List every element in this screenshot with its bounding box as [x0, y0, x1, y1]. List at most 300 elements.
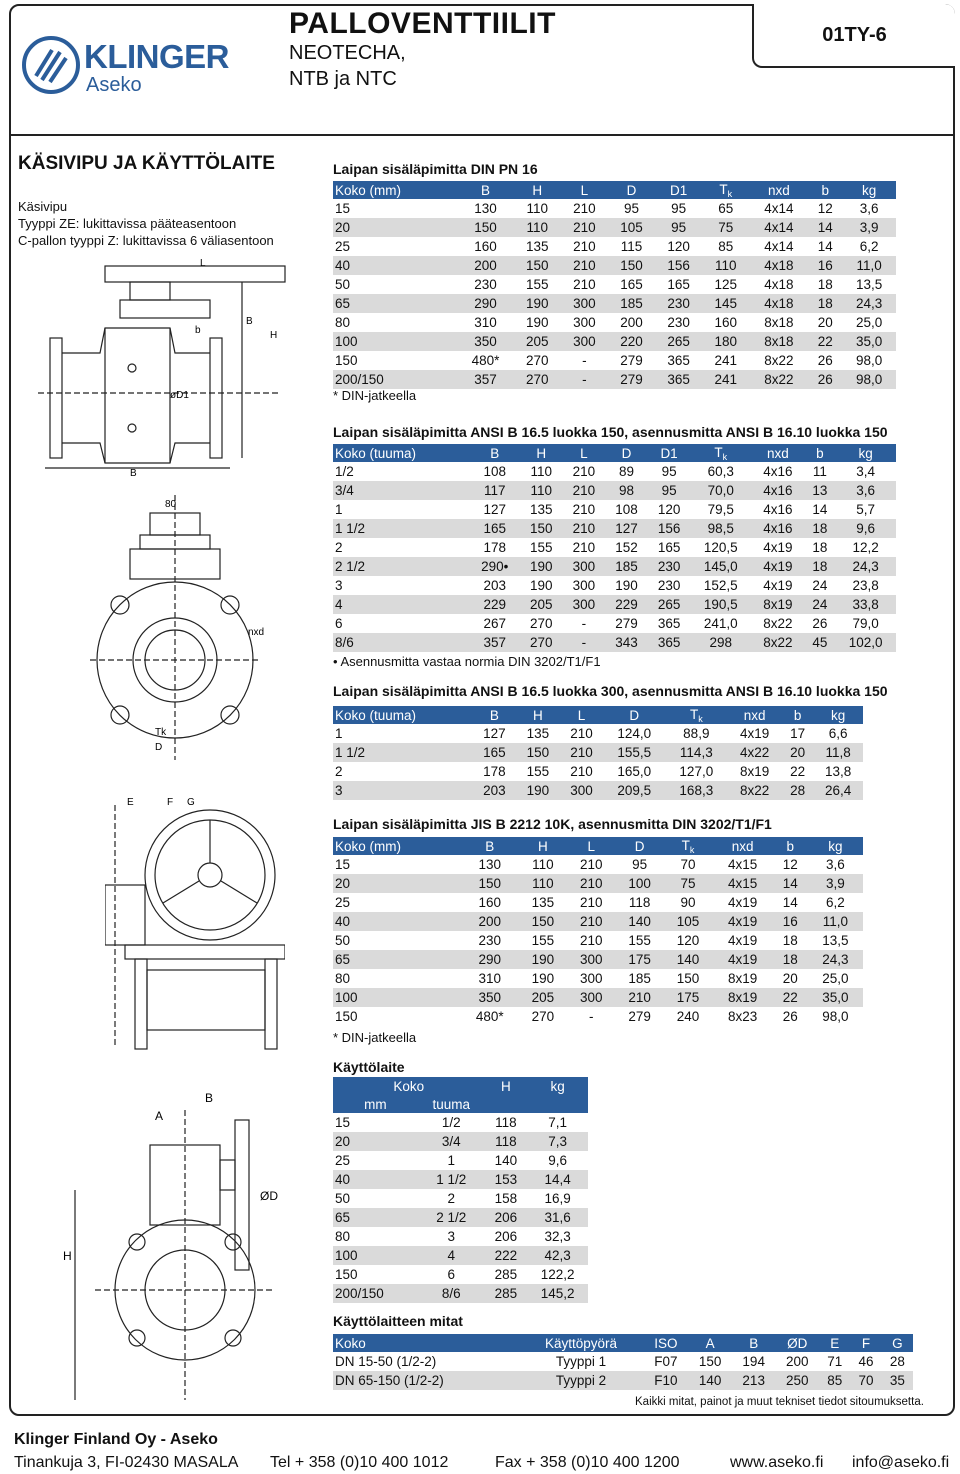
- table-cell: 6: [335, 616, 343, 631]
- table-row: [333, 1170, 588, 1189]
- table-cell: 4x19: [763, 578, 793, 593]
- column-header: D: [605, 444, 648, 462]
- column-header: $T_k$: [690, 444, 751, 462]
- table-cell: 350: [457, 332, 513, 351]
- table-cell: Tyyppi 1: [555, 1354, 607, 1369]
- table-cell: 98,5: [690, 519, 751, 538]
- table-cell: 480*: [471, 353, 500, 368]
- table-cell: 80: [335, 315, 351, 330]
- drawing-label-E: E: [127, 797, 134, 808]
- column-header: Koko: [333, 1334, 518, 1352]
- table-cell: 88,9: [683, 726, 710, 741]
- table-cell: 118: [485, 1132, 528, 1151]
- table-cell: 150: [335, 353, 358, 368]
- table-cell: 267: [483, 616, 507, 631]
- table-row: [333, 762, 863, 781]
- table-cell: 7,3: [527, 1132, 588, 1151]
- table-cell: 241: [702, 370, 749, 389]
- column-header: Koko (mm): [333, 181, 457, 199]
- table-row: [333, 1208, 588, 1227]
- table-cell: 357: [457, 370, 513, 389]
- table-cell: 210: [580, 857, 603, 872]
- table-cell: 3/4: [418, 1132, 485, 1151]
- table-cell: 1: [335, 502, 343, 517]
- table-cell: 4x19: [740, 726, 770, 741]
- actuator-caption: Käyttölaite: [333, 1059, 405, 1075]
- table-cell: 26: [808, 370, 842, 389]
- table-cell: 8x22: [763, 616, 793, 631]
- table-cell: 18: [773, 950, 808, 969]
- table-cell: 28: [782, 781, 813, 800]
- table-cell: 270: [529, 616, 553, 631]
- table-cell: 210: [615, 988, 663, 1007]
- table-cell: 45: [805, 633, 836, 652]
- din-note: * DIN-jatkeella: [333, 388, 417, 403]
- din-caption: Laipan sisäläpimitta DIN PN 16: [333, 161, 538, 177]
- actuator-dims-caption: Käyttölaitteen mitat: [333, 1313, 463, 1329]
- table-cell: 24,3: [835, 557, 896, 576]
- table-cell: 300: [561, 294, 608, 313]
- column-header: ØD: [776, 1334, 820, 1352]
- table-cell: 150: [608, 256, 655, 275]
- table-cell: 110: [519, 874, 567, 893]
- drawing-label-H-actuator: H: [63, 1249, 72, 1263]
- table-cell: 210: [570, 764, 593, 779]
- table-cell: 8x22: [764, 353, 794, 368]
- table-cell: 24: [805, 595, 836, 614]
- table-cell: 70: [850, 1371, 881, 1390]
- footer-web-link[interactable]: www.aseko.fi: [730, 1454, 824, 1471]
- jis-note: * DIN-jatkeella: [333, 1030, 417, 1045]
- table-cell: 18: [805, 557, 836, 576]
- table-cell: 279: [620, 353, 643, 368]
- table-cell: 145,0: [690, 557, 751, 576]
- table-cell: 270: [520, 633, 563, 652]
- table-cell: 175: [664, 988, 712, 1007]
- table-cell: 100: [333, 988, 461, 1007]
- column-header: b: [782, 706, 813, 724]
- table-cell: 155: [531, 933, 555, 948]
- table-cell: 270: [531, 1009, 555, 1024]
- table-cell: 250: [776, 1371, 820, 1390]
- table-row: [333, 576, 896, 595]
- column-subheader: tuuma: [418, 1095, 485, 1113]
- table-row: [333, 557, 896, 576]
- table-cell: 50: [335, 1191, 351, 1206]
- table-cell: 120,5: [703, 540, 738, 555]
- table-cell: 117: [470, 481, 520, 500]
- table-cell: 4x19: [727, 933, 758, 948]
- table-cell: 1 1/2: [333, 519, 470, 538]
- table-cell: 158: [494, 1191, 518, 1206]
- table-cell: 25: [335, 1153, 351, 1168]
- table-cell: 20: [333, 218, 457, 237]
- table-cell: 190,5: [690, 595, 751, 614]
- column-header: nxd: [749, 181, 808, 199]
- table-cell: 145,2: [527, 1284, 588, 1303]
- table-cell: 9,6: [548, 1153, 567, 1168]
- drawing-label-80: 80: [165, 499, 177, 510]
- table-cell: 70,0: [690, 481, 751, 500]
- table-cell: 310: [478, 971, 501, 986]
- table-cell: 24,3: [842, 294, 896, 313]
- drawing-label-B-bottom: B: [130, 468, 137, 479]
- table-cell: 165: [473, 743, 517, 762]
- table-cell: 4x15: [727, 857, 758, 872]
- table-cell: 18: [808, 294, 842, 313]
- table-cell: 22: [808, 332, 842, 351]
- table-cell: 180: [702, 332, 749, 351]
- column-header: $T_k$: [702, 181, 749, 199]
- header-row: [333, 1334, 913, 1352]
- column-header: D: [615, 837, 663, 855]
- table-cell: 1/2: [441, 1115, 461, 1130]
- table-cell: 79,5: [707, 502, 734, 517]
- drawing-label-B-actuator: B: [205, 1091, 214, 1105]
- table-cell: 85: [718, 239, 734, 254]
- table-cell: 71: [827, 1354, 843, 1369]
- table-cell: 33,8: [835, 595, 896, 614]
- table-cell: 7,1: [548, 1115, 567, 1130]
- table-cell: 120: [676, 933, 700, 948]
- header-row: [333, 837, 863, 855]
- table-row: [333, 988, 863, 1007]
- logo-sub-text: Aseko: [86, 74, 142, 96]
- table-cell: 3: [335, 578, 343, 593]
- footer-tel: Tel + 358 (0)10 400 1012: [270, 1454, 449, 1471]
- table-cell: 108: [615, 502, 638, 517]
- column-header: B: [732, 1334, 776, 1352]
- ansi150-note: • Asennusmitta vastaa normia DIN 3202/T1/F1: [333, 654, 601, 669]
- column-header: b: [808, 181, 842, 199]
- table-row: [333, 595, 896, 614]
- table-cell: 210: [572, 464, 596, 479]
- table-cell: 26: [812, 616, 828, 631]
- table-cell: 90: [680, 895, 696, 910]
- table-cell: 150: [457, 218, 513, 237]
- table-cell: -: [561, 370, 608, 389]
- ansi150-caption: Laipan sisäläpimitta ANSI B 16.5 luokka 150, asennusmitta ANSI B 16.10 luokka 150: [333, 424, 888, 440]
- table-cell: 4x14: [749, 218, 808, 237]
- column-header: $T_k$: [665, 706, 727, 724]
- table-cell: 152,5: [703, 578, 738, 593]
- table-cell: 18: [782, 933, 798, 948]
- column-header: E: [819, 1334, 850, 1352]
- table-cell: 190: [514, 294, 561, 313]
- table-cell: 8x22: [727, 781, 782, 800]
- table-cell: 165: [657, 540, 681, 555]
- drawing-label-F: F: [167, 797, 174, 808]
- table-cell: 200: [457, 256, 513, 275]
- table-cell: 155: [526, 764, 550, 779]
- table-cell: 190: [516, 781, 560, 800]
- table-cell: 190: [529, 578, 553, 593]
- column-header: D1: [655, 181, 702, 199]
- table-cell: 120: [667, 239, 690, 254]
- table-cell: 230: [648, 557, 691, 576]
- table-cell: 127,0: [679, 764, 714, 779]
- empty-header: [485, 1095, 528, 1113]
- table-cell: 125: [714, 277, 737, 292]
- table-cell: -: [581, 616, 587, 631]
- table-cell: 16: [773, 912, 808, 931]
- table-cell: 108: [483, 464, 507, 479]
- table-cell: 8/6: [418, 1284, 485, 1303]
- table-cell: 200: [786, 1354, 809, 1369]
- table-cell: 4x14: [764, 239, 794, 254]
- table-cell: 26: [782, 1009, 798, 1024]
- table-cell: 75: [664, 874, 712, 893]
- table-cell: 65: [333, 950, 461, 969]
- table-cell: 168,3: [665, 781, 727, 800]
- table-cell: 14,4: [527, 1170, 588, 1189]
- column-header: $T_k$: [664, 837, 712, 855]
- table-cell: -: [563, 633, 606, 652]
- table-cell: 6,2: [859, 239, 879, 254]
- table-cell: 4x19: [712, 912, 773, 931]
- table-cell: 165,0: [617, 764, 652, 779]
- column-header: G: [882, 1334, 913, 1352]
- table-row: [333, 1284, 588, 1303]
- column-header: D: [603, 706, 665, 724]
- table-cell: 23,8: [852, 578, 879, 593]
- table-cell: 85: [819, 1371, 850, 1390]
- table-cell: 155,5: [603, 743, 665, 762]
- document-code: 01TY-6: [752, 4, 955, 68]
- table-cell: 365: [648, 633, 691, 652]
- column-header: kg: [842, 181, 896, 199]
- table-cell: 16,9: [544, 1191, 571, 1206]
- table-cell: 127: [605, 519, 648, 538]
- table-cell: 205: [519, 988, 567, 1007]
- table-cell: 65: [718, 201, 734, 216]
- table-row: [333, 1151, 588, 1170]
- header-row: [333, 1077, 588, 1095]
- table-cell: 300: [573, 315, 596, 330]
- section-title: KÄSIVIPU JA KÄYTTÖLAITE: [18, 153, 275, 174]
- table-cell: 110: [514, 218, 561, 237]
- table-row: [333, 1265, 588, 1284]
- column-header: b: [773, 837, 808, 855]
- table-cell: 160: [474, 239, 497, 254]
- table-cell: 175: [615, 950, 663, 969]
- section-description: [18, 198, 274, 249]
- table-cell: 80: [335, 1229, 351, 1244]
- table-cell: 89: [618, 464, 634, 479]
- table-cell: 310: [474, 315, 497, 330]
- column-header: H: [516, 706, 560, 724]
- table-cell: 290•: [470, 557, 520, 576]
- footer-email-link[interactable]: info@aseko.fi: [852, 1454, 950, 1471]
- column-header: F: [850, 1334, 881, 1352]
- table-cell: 40: [333, 256, 457, 275]
- column-header: Käyttöpyörä: [518, 1334, 643, 1352]
- table-cell: 118: [628, 895, 651, 910]
- table-cell: 15: [335, 201, 351, 216]
- table-cell: 1 1/2: [418, 1170, 485, 1189]
- table-cell: 24: [812, 578, 828, 593]
- table-cell: 11,8: [813, 743, 863, 762]
- table-cell: 8x19: [727, 971, 758, 986]
- table-cell: 3,9: [808, 874, 863, 893]
- table-row: [333, 781, 863, 800]
- drawing-label-D: D: [155, 742, 163, 753]
- table-row: [333, 1352, 913, 1371]
- table-cell: 8x19: [740, 764, 770, 779]
- table-cell: 350: [461, 988, 519, 1007]
- table-cell: 35,0: [808, 988, 863, 1007]
- table-cell: 8/6: [333, 633, 470, 652]
- table-cell: F10: [643, 1371, 688, 1390]
- table-cell: 194: [742, 1354, 765, 1369]
- table-cell: 3: [447, 1229, 455, 1244]
- column-header: L: [567, 837, 615, 855]
- table-cell: 152: [615, 540, 638, 555]
- table-row: [333, 931, 863, 950]
- table-cell: -: [589, 1009, 594, 1024]
- drawing-label-nxd: nxd: [248, 627, 265, 638]
- table-cell: 200/150: [333, 1284, 418, 1303]
- table-cell: 2 1/2: [418, 1208, 485, 1227]
- table-cell: 124,0: [617, 726, 652, 741]
- table-cell: 229: [605, 595, 648, 614]
- column-header: Koko: [333, 1077, 485, 1095]
- column-header: L: [561, 181, 608, 199]
- table-cell: 2: [335, 764, 343, 779]
- table-cell: 2: [335, 540, 343, 555]
- table-cell: 14: [812, 502, 828, 517]
- table-cell: 110: [526, 201, 549, 216]
- table-cell: 210: [580, 933, 603, 948]
- table-cell: 118: [495, 1115, 517, 1130]
- table-cell: 4x16: [763, 502, 793, 517]
- footer-company: Klinger Finland Oy - Aseko: [14, 1431, 218, 1448]
- table-row: [333, 633, 896, 652]
- table-row: [333, 481, 896, 500]
- table-cell: 200/150: [333, 370, 457, 389]
- klinger-logo: [22, 36, 262, 96]
- table-cell: 4x19: [727, 895, 758, 910]
- header-row: [333, 444, 896, 462]
- ansi300-caption: Laipan sisäläpimitta ANSI B 16.5 luokka 300, asennusmitta ANSI B 16.10 luokka 150: [333, 683, 888, 699]
- table-cell: 209,5: [603, 781, 665, 800]
- table-cell: 12: [782, 857, 798, 872]
- gear-actuator-front-drawing: [55, 1090, 295, 1410]
- table-cell: 8x22: [749, 370, 808, 389]
- column-header: b: [805, 444, 836, 462]
- table-cell: 35: [882, 1371, 913, 1390]
- table-cell: 95: [671, 201, 687, 216]
- table-row: [333, 351, 896, 370]
- table-cell: 3,6: [825, 857, 845, 872]
- column-header: L: [563, 444, 606, 462]
- column-header: B: [473, 706, 517, 724]
- table-cell: 22: [773, 988, 808, 1007]
- table-cell: 298: [690, 633, 751, 652]
- table-cell: 95: [655, 218, 702, 237]
- table-cell: 110: [532, 857, 554, 872]
- table-cell: 300: [560, 781, 604, 800]
- table-cell: 241,0: [703, 616, 738, 631]
- table-cell: 26,4: [813, 781, 863, 800]
- table-row: [333, 724, 863, 743]
- table-cell: 4x18: [749, 256, 808, 275]
- table-cell: 210: [560, 743, 604, 762]
- table-row: [333, 237, 896, 256]
- table-cell: 265: [648, 595, 691, 614]
- table-cell: 130: [474, 201, 497, 216]
- table-cell: 35,0: [842, 332, 896, 351]
- table-cell: 343: [605, 633, 648, 652]
- column-header: kg: [808, 837, 863, 855]
- table-cell: 2: [447, 1191, 455, 1206]
- table-row: [333, 370, 896, 389]
- table-cell: 3,9: [842, 218, 896, 237]
- table-cell: 150: [676, 971, 700, 986]
- table-cell: 4x18: [749, 294, 808, 313]
- table-cell: 300: [563, 557, 606, 576]
- table-cell: 205: [520, 595, 563, 614]
- column-header: H: [485, 1077, 528, 1095]
- table-cell: 102,0: [835, 633, 896, 652]
- table-cell: 5,7: [856, 502, 875, 517]
- table-cell: 17: [790, 726, 806, 741]
- lever-valve-front-drawing: [90, 495, 265, 765]
- table-cell: 150: [519, 912, 567, 931]
- table-cell: 25,0: [822, 971, 849, 986]
- table-cell: 127: [483, 502, 507, 517]
- table-cell: 4: [418, 1246, 485, 1265]
- table-cell: 3/4: [333, 481, 470, 500]
- table-cell: 190: [526, 315, 549, 330]
- table-cell: 210: [567, 912, 615, 931]
- table-cell: 230: [474, 277, 497, 292]
- title-block: [289, 8, 556, 92]
- table-cell: 165: [620, 277, 643, 292]
- table-row: [333, 256, 896, 275]
- table-cell: 160: [714, 315, 737, 330]
- table-cell: 185: [628, 971, 651, 986]
- empty-header: [527, 1095, 588, 1113]
- table-cell: 265: [655, 332, 702, 351]
- table-row: [333, 893, 863, 912]
- table-cell: 3,6: [859, 201, 879, 216]
- table-cell: 98: [605, 481, 648, 500]
- table-cell: 120: [657, 502, 681, 517]
- table-cell: 15: [335, 1115, 351, 1130]
- table-cell: 230: [655, 294, 702, 313]
- table-cell: 4x15: [712, 874, 773, 893]
- drawing-label-G: G: [187, 797, 195, 808]
- table-cell: 365: [667, 353, 690, 368]
- table-cell: 165: [667, 277, 690, 292]
- table-cell: 230: [657, 578, 681, 593]
- table-cell: 210: [580, 895, 603, 910]
- column-header: B: [461, 837, 519, 855]
- table-cell: 95: [648, 481, 691, 500]
- table-cell: 4x18: [764, 277, 794, 292]
- table-cell: 150: [514, 256, 561, 275]
- table-cell: 200: [620, 315, 643, 330]
- header-row: [333, 181, 896, 199]
- table-cell: 4x14: [764, 201, 794, 216]
- table-cell: 4x22: [727, 743, 782, 762]
- table-row: [333, 275, 896, 294]
- table-cell: 4x19: [763, 540, 793, 555]
- drawing-label-b: b: [195, 325, 201, 336]
- table-cell: 32,3: [544, 1229, 571, 1244]
- table-cell: 6,2: [825, 895, 845, 910]
